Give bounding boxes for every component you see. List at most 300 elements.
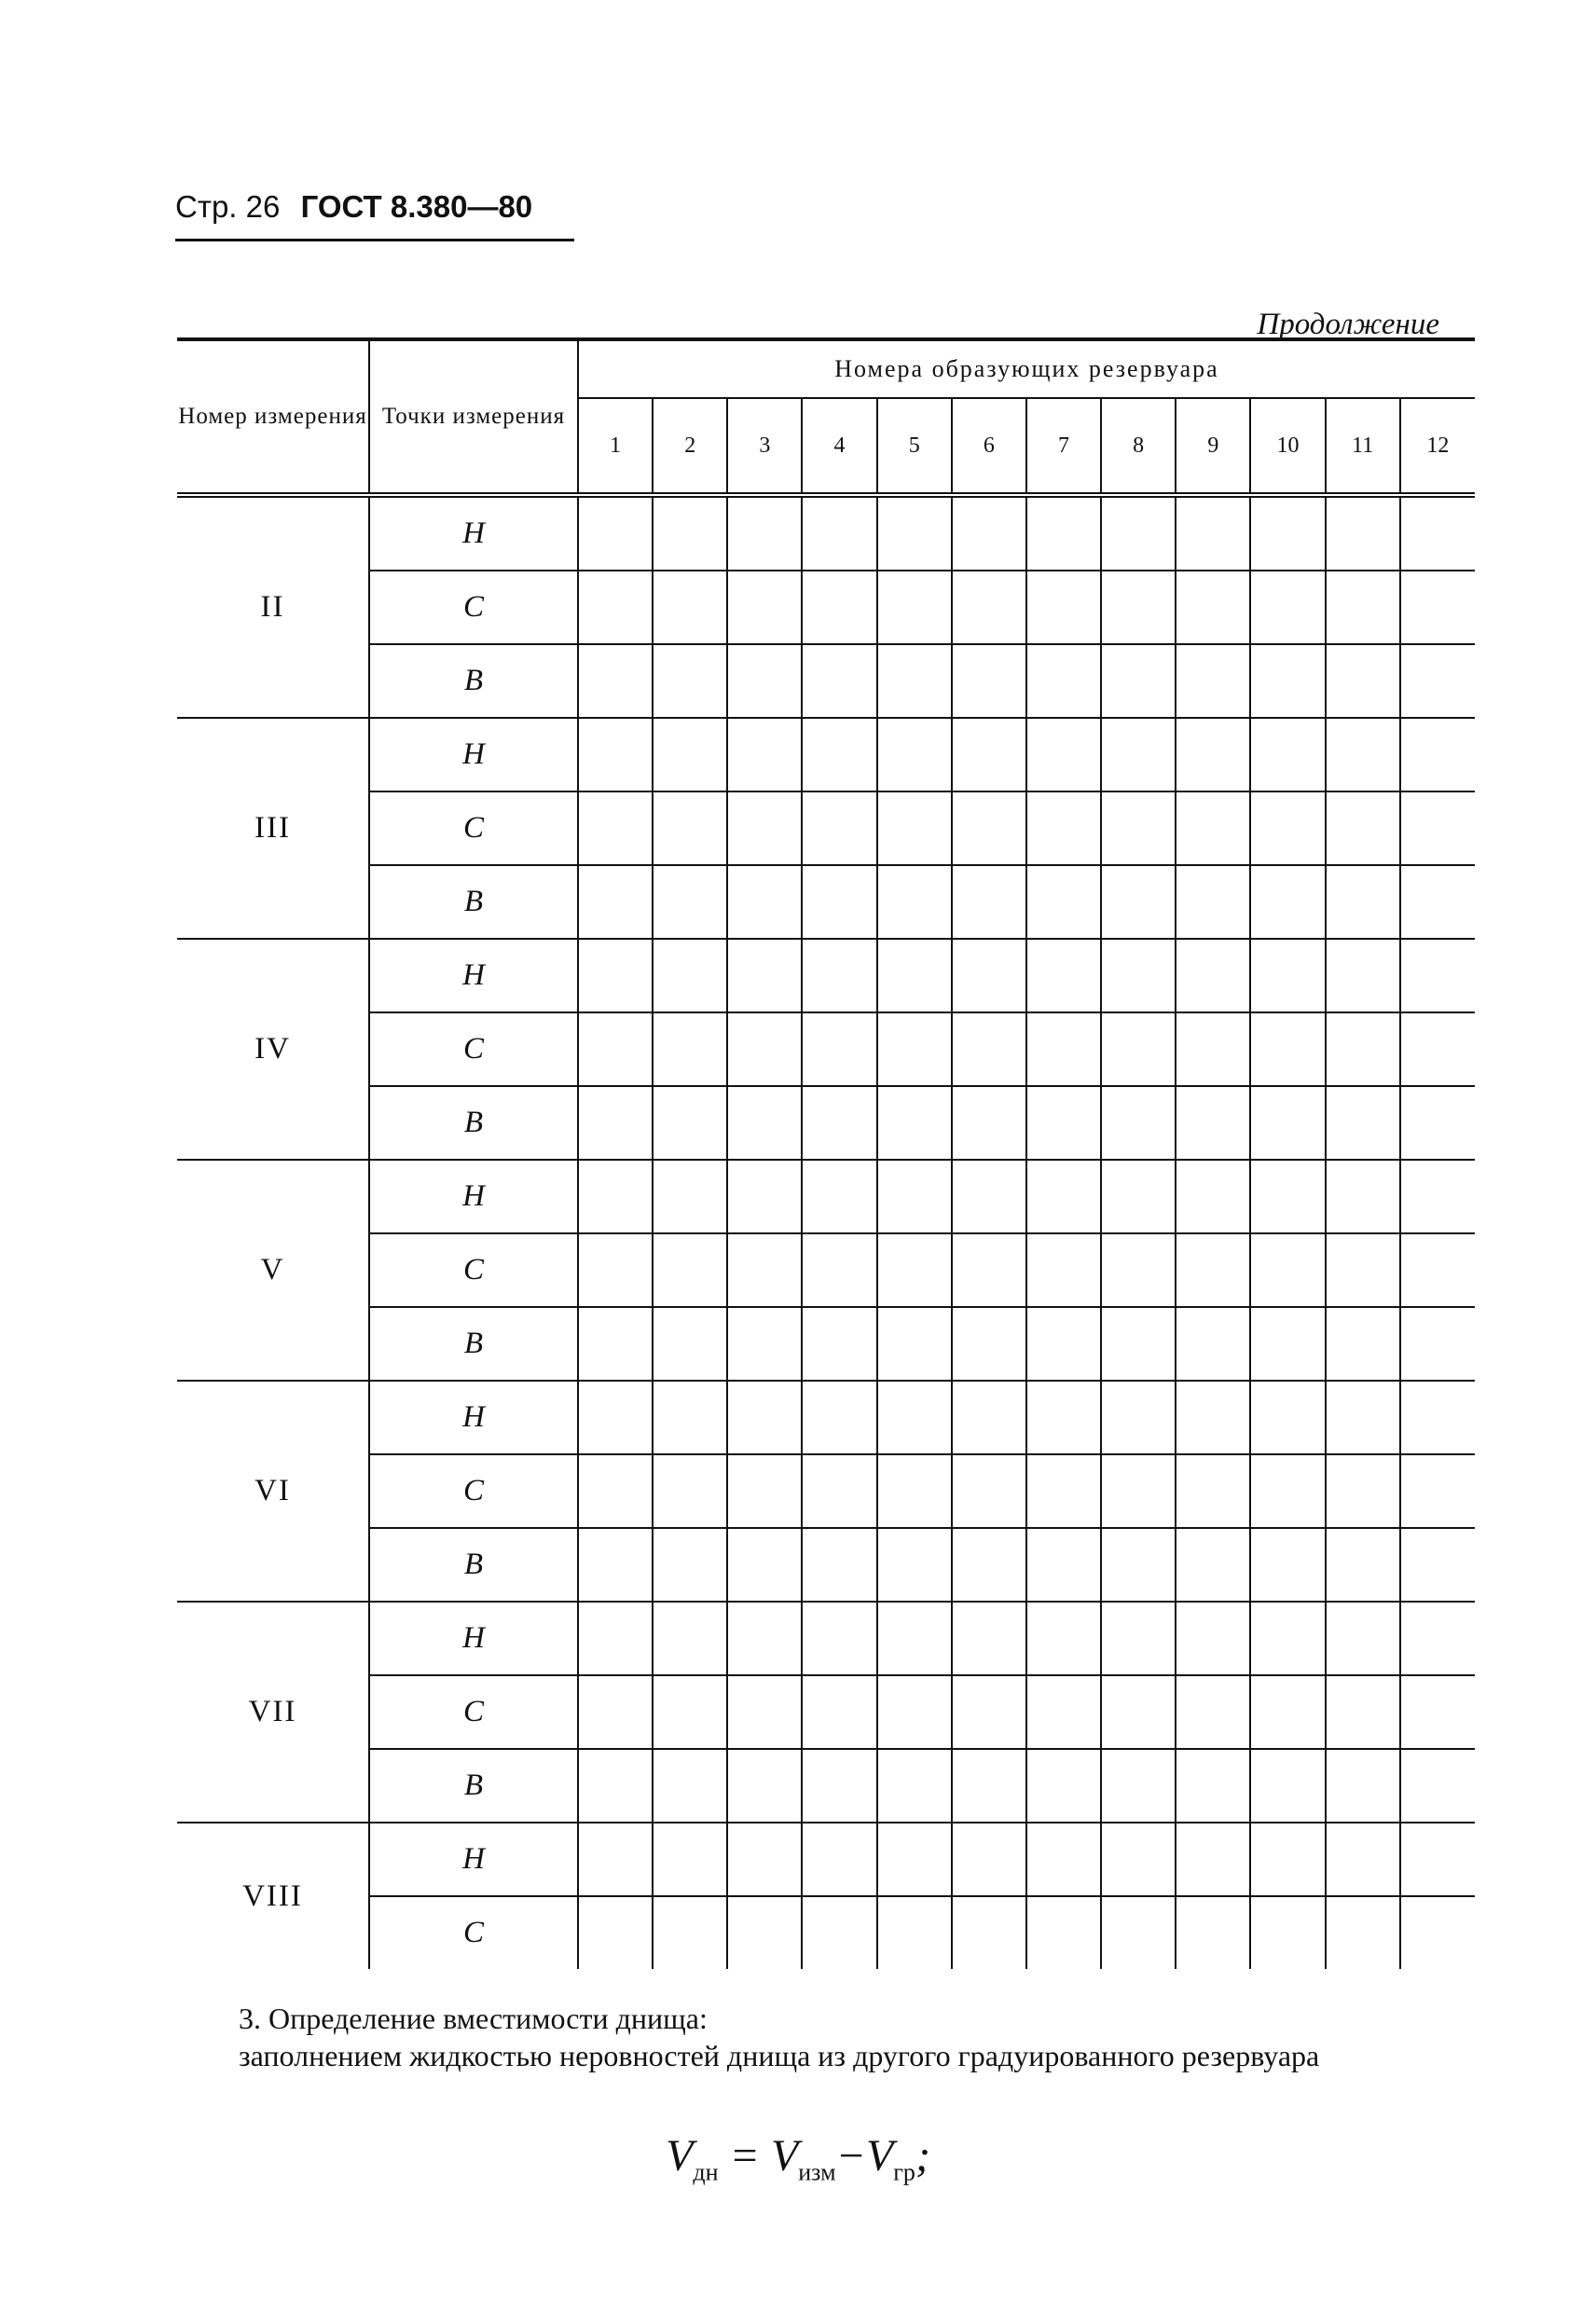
value-cell[interactable] xyxy=(1326,1012,1400,1086)
value-cell[interactable] xyxy=(1101,1381,1176,1454)
value-cell[interactable] xyxy=(1101,1749,1176,1823)
value-cell[interactable] xyxy=(1101,1307,1176,1381)
value-cell[interactable] xyxy=(952,1528,1026,1602)
value-cell[interactable] xyxy=(952,1823,1026,1896)
value-cell[interactable] xyxy=(877,1454,952,1528)
value-cell[interactable] xyxy=(578,791,653,865)
value-cell[interactable] xyxy=(1326,1454,1400,1528)
value-cell[interactable] xyxy=(1176,495,1250,571)
measurement-point-cell: H xyxy=(369,1823,578,1896)
value-cell[interactable] xyxy=(877,939,952,1012)
value-cell[interactable] xyxy=(1250,1454,1325,1528)
value-cell[interactable] xyxy=(1326,718,1400,791)
value-cell[interactable] xyxy=(653,1307,727,1381)
value-cell[interactable] xyxy=(653,939,727,1012)
value-cell[interactable] xyxy=(1176,1086,1250,1160)
value-cell[interactable] xyxy=(1326,495,1400,571)
value-cell[interactable] xyxy=(1400,1086,1475,1160)
value-cell[interactable] xyxy=(1176,571,1250,644)
value-cell[interactable] xyxy=(802,1012,876,1086)
value-cell[interactable] xyxy=(653,1160,727,1233)
value-cell[interactable] xyxy=(877,718,952,791)
measurement-table xyxy=(177,337,1475,1969)
value-cell[interactable] xyxy=(1250,1528,1325,1602)
value-cell[interactable] xyxy=(1326,571,1400,644)
value-cell[interactable] xyxy=(578,1233,653,1307)
generatrix-number-header: 10 xyxy=(1250,398,1325,495)
measurement-number-cell: VII xyxy=(177,1602,369,1823)
table-row xyxy=(177,1896,1475,1969)
value-cell[interactable] xyxy=(877,495,952,571)
value-cell[interactable] xyxy=(1026,1381,1101,1454)
value-cell[interactable] xyxy=(1326,1160,1400,1233)
value-cell[interactable] xyxy=(727,1160,802,1233)
value-cell[interactable] xyxy=(877,791,952,865)
value-cell[interactable] xyxy=(1176,1823,1250,1896)
value-cell[interactable] xyxy=(877,1896,952,1969)
value-cell[interactable] xyxy=(727,571,802,644)
value-cell[interactable] xyxy=(1326,1896,1400,1969)
value-cell[interactable] xyxy=(1026,791,1101,865)
value-cell[interactable] xyxy=(1250,718,1325,791)
table-row xyxy=(177,1381,1475,1454)
value-cell[interactable] xyxy=(802,1086,876,1160)
section-heading: 3. Определение вместимости днища: xyxy=(239,2002,708,2035)
measurement-number-cell: VI xyxy=(177,1381,369,1602)
value-cell[interactable] xyxy=(877,1086,952,1160)
measurement-point-cell: H xyxy=(369,495,578,571)
value-cell[interactable] xyxy=(802,495,876,571)
value-cell[interactable] xyxy=(1400,1896,1475,1969)
value-cell[interactable] xyxy=(1101,1675,1176,1749)
value-cell[interactable] xyxy=(1326,644,1400,718)
value-cell[interactable] xyxy=(578,939,653,1012)
value-cell[interactable] xyxy=(877,571,952,644)
value-cell[interactable] xyxy=(877,865,952,939)
generatrix-number-header: 9 xyxy=(1176,398,1250,495)
formula-lhs: V xyxy=(666,2131,694,2181)
value-cell[interactable] xyxy=(1176,1307,1250,1381)
value-cell[interactable] xyxy=(727,1233,802,1307)
value-cell[interactable] xyxy=(578,644,653,718)
value-cell[interactable] xyxy=(1250,1307,1325,1381)
table-row xyxy=(177,1307,1475,1381)
table-row xyxy=(177,718,1475,791)
value-cell[interactable] xyxy=(1326,1749,1400,1823)
value-cell[interactable] xyxy=(952,865,1026,939)
value-cell[interactable] xyxy=(1101,791,1176,865)
value-cell[interactable] xyxy=(952,718,1026,791)
value-cell[interactable] xyxy=(952,571,1026,644)
table-row xyxy=(177,1749,1475,1823)
value-cell[interactable] xyxy=(952,1675,1026,1749)
value-cell[interactable] xyxy=(1026,718,1101,791)
value-cell[interactable] xyxy=(1400,1528,1475,1602)
value-cell[interactable] xyxy=(727,1086,802,1160)
value-cell[interactable] xyxy=(1026,865,1101,939)
value-cell[interactable] xyxy=(1026,644,1101,718)
value-cell[interactable] xyxy=(1400,495,1475,571)
value-cell[interactable] xyxy=(578,1896,653,1969)
value-cell[interactable] xyxy=(1326,791,1400,865)
generatrix-number-header: 11 xyxy=(1326,398,1400,495)
value-cell[interactable] xyxy=(653,1012,727,1086)
measurement-point-cell: C xyxy=(369,1012,578,1086)
value-cell[interactable] xyxy=(1400,1823,1475,1896)
value-cell[interactable] xyxy=(653,1381,727,1454)
value-cell[interactable] xyxy=(802,1233,876,1307)
measurement-number-cell: II xyxy=(177,495,369,718)
value-cell[interactable] xyxy=(1250,865,1325,939)
value-cell[interactable] xyxy=(1326,1086,1400,1160)
value-cell[interactable] xyxy=(952,1160,1026,1233)
value-cell[interactable] xyxy=(1400,1381,1475,1454)
value-cell[interactable] xyxy=(727,791,802,865)
value-cell[interactable] xyxy=(877,1012,952,1086)
value-cell[interactable] xyxy=(1400,865,1475,939)
value-cell[interactable] xyxy=(727,865,802,939)
value-cell[interactable] xyxy=(1101,1823,1176,1896)
value-cell[interactable] xyxy=(1176,1528,1250,1602)
measurement-point-cell: C xyxy=(369,1233,578,1307)
value-cell[interactable] xyxy=(1400,718,1475,791)
measurement-point-cell: H xyxy=(369,1602,578,1675)
value-cell[interactable] xyxy=(727,1675,802,1749)
value-cell[interactable] xyxy=(1026,571,1101,644)
value-cell[interactable] xyxy=(653,1749,727,1823)
value-cell[interactable] xyxy=(727,1749,802,1823)
value-cell[interactable] xyxy=(578,1454,653,1528)
value-cell[interactable] xyxy=(877,1675,952,1749)
value-cell[interactable] xyxy=(952,644,1026,718)
generatrix-number-header: 1 xyxy=(578,398,653,495)
value-cell[interactable] xyxy=(653,1823,727,1896)
value-cell[interactable] xyxy=(952,939,1026,1012)
formula-equals: = xyxy=(729,2131,760,2181)
value-cell[interactable] xyxy=(1101,1896,1176,1969)
value-cell[interactable] xyxy=(802,1749,876,1823)
value-cell[interactable] xyxy=(1250,644,1325,718)
value-cell[interactable] xyxy=(727,644,802,718)
value-cell[interactable] xyxy=(1250,1160,1325,1233)
measurement-point-cell: B xyxy=(369,865,578,939)
value-cell[interactable] xyxy=(1026,1160,1101,1233)
value-cell[interactable] xyxy=(1176,865,1250,939)
value-cell[interactable] xyxy=(1400,1012,1475,1086)
measurement-point-cell: C xyxy=(369,1675,578,1749)
generatrix-number-header: 4 xyxy=(802,398,876,495)
value-cell[interactable] xyxy=(727,1307,802,1381)
value-cell[interactable] xyxy=(1026,1823,1101,1896)
value-cell[interactable] xyxy=(952,1307,1026,1381)
value-cell[interactable] xyxy=(952,1896,1026,1969)
value-cell[interactable] xyxy=(1176,1160,1250,1233)
value-cell[interactable] xyxy=(802,1454,876,1528)
value-cell[interactable] xyxy=(1250,1233,1325,1307)
value-cell[interactable] xyxy=(1400,571,1475,644)
value-cell[interactable] xyxy=(1400,1675,1475,1749)
value-cell[interactable] xyxy=(1176,939,1250,1012)
value-cell[interactable] xyxy=(1326,865,1400,939)
value-cell[interactable] xyxy=(653,865,727,939)
value-cell[interactable] xyxy=(1400,1454,1475,1528)
table-row xyxy=(177,1823,1475,1896)
value-cell[interactable] xyxy=(1326,939,1400,1012)
value-cell[interactable] xyxy=(1176,1381,1250,1454)
value-cell[interactable] xyxy=(802,1823,876,1896)
value-cell[interactable] xyxy=(802,939,876,1012)
value-cell[interactable] xyxy=(1026,495,1101,571)
value-cell[interactable] xyxy=(1400,1602,1475,1675)
value-cell[interactable] xyxy=(1176,718,1250,791)
value-cell[interactable] xyxy=(1101,644,1176,718)
value-cell[interactable] xyxy=(653,1233,727,1307)
value-cell[interactable] xyxy=(802,1675,876,1749)
standard-title: ГОСТ 8.380—80 xyxy=(300,189,533,224)
formula-term1: V xyxy=(770,2131,799,2181)
table-row xyxy=(177,865,1475,939)
value-cell[interactable] xyxy=(952,495,1026,571)
value-cell[interactable] xyxy=(1026,1896,1101,1969)
value-cell[interactable] xyxy=(727,939,802,1012)
value-cell[interactable] xyxy=(1250,939,1325,1012)
value-cell[interactable] xyxy=(1326,1233,1400,1307)
value-cell[interactable] xyxy=(1250,1012,1325,1086)
formula-end: ; xyxy=(915,2131,930,2181)
value-cell[interactable] xyxy=(578,1086,653,1160)
value-cell[interactable] xyxy=(802,571,876,644)
measurement-point-cell: B xyxy=(369,1307,578,1381)
value-cell[interactable] xyxy=(1101,1528,1176,1602)
value-cell[interactable] xyxy=(952,1233,1026,1307)
value-cell[interactable] xyxy=(578,1160,653,1233)
measurement-point-cell: H xyxy=(369,718,578,791)
value-cell[interactable] xyxy=(1176,1675,1250,1749)
value-cell[interactable] xyxy=(578,1381,653,1454)
value-cell[interactable] xyxy=(1326,1675,1400,1749)
value-cell[interactable] xyxy=(1176,1896,1250,1969)
measurement-point-cell: B xyxy=(369,644,578,718)
value-cell[interactable] xyxy=(1101,865,1176,939)
table-row xyxy=(177,939,1475,1012)
value-cell[interactable] xyxy=(578,1528,653,1602)
value-cell[interactable] xyxy=(653,1675,727,1749)
value-cell[interactable] xyxy=(727,495,802,571)
value-cell[interactable] xyxy=(877,1160,952,1233)
value-cell[interactable] xyxy=(653,571,727,644)
value-cell[interactable] xyxy=(802,791,876,865)
value-cell[interactable] xyxy=(1250,791,1325,865)
measurement-number-cell: VIII xyxy=(177,1823,369,1969)
value-cell[interactable] xyxy=(578,718,653,791)
page-number: Стр. 26 xyxy=(175,189,281,224)
value-cell[interactable] xyxy=(802,718,876,791)
value-cell[interactable] xyxy=(877,1233,952,1307)
value-cell[interactable] xyxy=(1250,1602,1325,1675)
value-cell[interactable] xyxy=(1400,1749,1475,1823)
value-cell[interactable] xyxy=(653,791,727,865)
value-cell[interactable] xyxy=(578,1823,653,1896)
value-cell[interactable] xyxy=(1026,1528,1101,1602)
value-cell[interactable] xyxy=(802,865,876,939)
table-row xyxy=(177,571,1475,644)
value-cell[interactable] xyxy=(1026,1749,1101,1823)
value-cell[interactable] xyxy=(877,1749,952,1823)
value-cell[interactable] xyxy=(727,1454,802,1528)
value-cell[interactable] xyxy=(1400,1307,1475,1381)
value-cell[interactable] xyxy=(1400,1233,1475,1307)
value-cell[interactable] xyxy=(952,1381,1026,1454)
value-cell[interactable] xyxy=(952,1454,1026,1528)
value-cell[interactable] xyxy=(1101,1160,1176,1233)
value-cell[interactable] xyxy=(653,644,727,718)
value-cell[interactable] xyxy=(1250,1675,1325,1749)
value-cell[interactable] xyxy=(802,1381,876,1454)
generatrix-number-header: 5 xyxy=(877,398,952,495)
value-cell[interactable] xyxy=(877,1528,952,1602)
value-cell[interactable] xyxy=(653,1602,727,1675)
value-cell[interactable] xyxy=(1026,1012,1101,1086)
value-cell[interactable] xyxy=(802,1602,876,1675)
value-cell[interactable] xyxy=(1101,1454,1176,1528)
value-cell[interactable] xyxy=(1101,1012,1176,1086)
value-cell[interactable] xyxy=(802,644,876,718)
value-cell[interactable] xyxy=(1026,939,1101,1012)
value-cell[interactable] xyxy=(802,1896,876,1969)
value-cell[interactable] xyxy=(1101,571,1176,644)
value-cell[interactable] xyxy=(578,495,653,571)
value-cell[interactable] xyxy=(877,1381,952,1454)
value-cell[interactable] xyxy=(578,1307,653,1381)
generatrix-number-header: 2 xyxy=(653,398,727,495)
formula-minus: − xyxy=(835,2131,866,2181)
value-cell[interactable] xyxy=(1326,1381,1400,1454)
table-row xyxy=(177,1602,1475,1675)
formula-term1-sub: изм xyxy=(798,2158,836,2186)
measurement-point-cell: B xyxy=(369,1749,578,1823)
measurement-point-cell: C xyxy=(369,791,578,865)
header-measurement-points: Точки измерения xyxy=(369,339,578,495)
value-cell[interactable] xyxy=(1101,1086,1176,1160)
value-cell[interactable] xyxy=(952,1749,1026,1823)
value-cell[interactable] xyxy=(1101,1233,1176,1307)
table-row xyxy=(177,1233,1475,1307)
value-cell[interactable] xyxy=(1250,571,1325,644)
value-cell[interactable] xyxy=(952,1602,1026,1675)
value-cell[interactable] xyxy=(1176,1454,1250,1528)
value-cell[interactable] xyxy=(1250,1381,1325,1454)
value-cell[interactable] xyxy=(877,1307,952,1381)
value-cell[interactable] xyxy=(1026,1307,1101,1381)
value-cell[interactable] xyxy=(1176,1012,1250,1086)
value-cell[interactable] xyxy=(1400,791,1475,865)
value-cell[interactable] xyxy=(802,1160,876,1233)
value-cell[interactable] xyxy=(1326,1823,1400,1896)
value-cell[interactable] xyxy=(653,1528,727,1602)
value-cell[interactable] xyxy=(1176,791,1250,865)
table-row xyxy=(177,644,1475,718)
value-cell[interactable] xyxy=(1326,1528,1400,1602)
value-cell[interactable] xyxy=(1176,1233,1250,1307)
value-cell[interactable] xyxy=(952,1086,1026,1160)
value-cell[interactable] xyxy=(727,1823,802,1896)
value-cell[interactable] xyxy=(802,1528,876,1602)
body-paragraph: заполнением жидкостью неровностей днища из другого градуированного резервуара xyxy=(239,2039,1320,2072)
value-cell[interactable] xyxy=(1250,1749,1325,1823)
value-cell[interactable] xyxy=(1101,1602,1176,1675)
value-cell[interactable] xyxy=(1101,718,1176,791)
value-cell[interactable] xyxy=(727,1528,802,1602)
value-cell[interactable] xyxy=(653,718,727,791)
value-cell[interactable] xyxy=(1250,495,1325,571)
value-cell[interactable] xyxy=(1250,1823,1325,1896)
value-cell[interactable] xyxy=(578,1749,653,1823)
measurement-point-cell: H xyxy=(369,939,578,1012)
value-cell[interactable] xyxy=(727,1896,802,1969)
value-cell[interactable] xyxy=(1400,939,1475,1012)
value-cell[interactable] xyxy=(952,1012,1026,1086)
value-cell[interactable] xyxy=(727,1012,802,1086)
value-cell[interactable] xyxy=(1400,1160,1475,1233)
value-cell[interactable] xyxy=(1250,1086,1325,1160)
value-cell[interactable] xyxy=(727,1602,802,1675)
value-cell[interactable] xyxy=(1026,1233,1101,1307)
value-cell[interactable] xyxy=(727,1381,802,1454)
value-cell[interactable] xyxy=(952,791,1026,865)
value-cell[interactable] xyxy=(653,1454,727,1528)
value-cell[interactable] xyxy=(1326,1602,1400,1675)
measurement-number-cell: IV xyxy=(177,939,369,1160)
value-cell[interactable] xyxy=(1176,1602,1250,1675)
value-cell[interactable] xyxy=(653,495,727,571)
measurement-point-cell: B xyxy=(369,1528,578,1602)
value-cell[interactable] xyxy=(578,1012,653,1086)
table-row xyxy=(177,1086,1475,1160)
value-cell[interactable] xyxy=(1026,1086,1101,1160)
value-cell[interactable] xyxy=(1026,1602,1101,1675)
value-cell[interactable] xyxy=(1176,1749,1250,1823)
value-cell[interactable] xyxy=(1101,939,1176,1012)
value-cell[interactable] xyxy=(578,865,653,939)
value-cell[interactable] xyxy=(877,644,952,718)
table-row xyxy=(177,1160,1475,1233)
measurement-point-cell: C xyxy=(369,1454,578,1528)
table-row xyxy=(177,791,1475,865)
table-row xyxy=(177,1528,1475,1602)
measurement-point-cell: C xyxy=(369,1896,578,1969)
value-cell[interactable] xyxy=(877,1823,952,1896)
header-generatrix-group: Номера образующих резервуара xyxy=(578,339,1475,398)
generatrix-number-header: 12 xyxy=(1426,433,1450,458)
value-cell[interactable] xyxy=(578,1675,653,1749)
value-cell[interactable] xyxy=(1026,1454,1101,1528)
value-cell[interactable] xyxy=(1176,644,1250,718)
value-cell[interactable] xyxy=(1026,1675,1101,1749)
value-cell[interactable] xyxy=(578,571,653,644)
measurement-point-cell: C xyxy=(369,571,578,644)
value-cell[interactable] xyxy=(653,1896,727,1969)
value-cell[interactable] xyxy=(1326,1307,1400,1381)
value-cell[interactable] xyxy=(1250,1896,1325,1969)
header-measurement-number: Номер измерения xyxy=(177,339,369,495)
value-cell[interactable] xyxy=(802,1307,876,1381)
value-cell[interactable] xyxy=(877,1602,952,1675)
value-cell[interactable] xyxy=(578,1602,653,1675)
value-cell[interactable] xyxy=(1400,644,1475,718)
value-cell[interactable] xyxy=(727,718,802,791)
value-cell[interactable] xyxy=(1101,495,1176,571)
value-cell[interactable] xyxy=(653,1086,727,1160)
